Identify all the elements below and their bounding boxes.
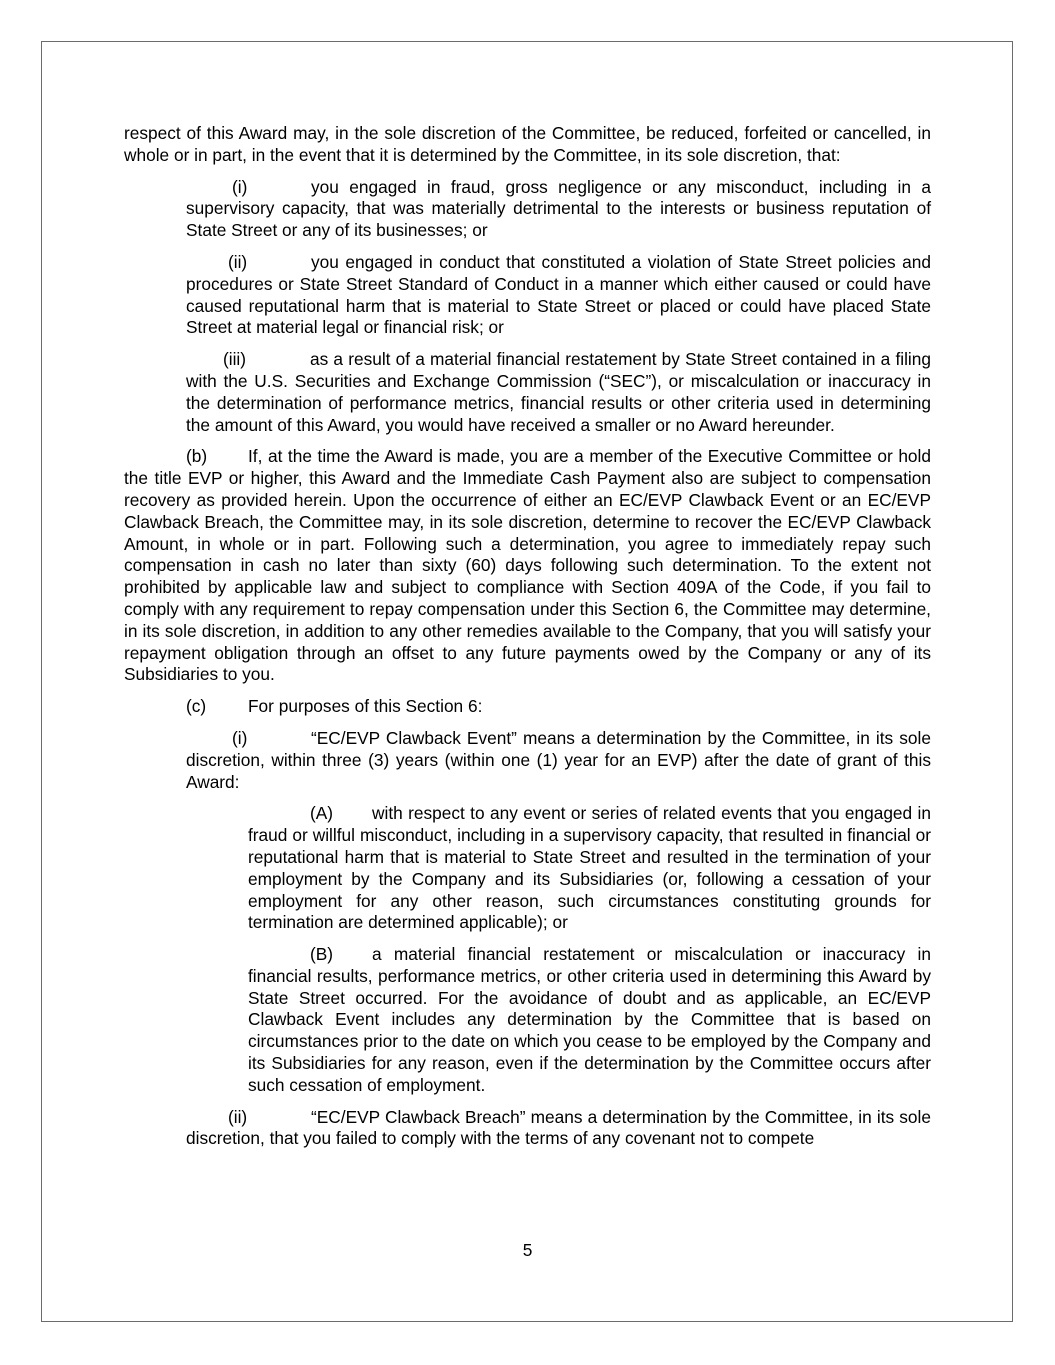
clause-a-ii — [186, 252, 931, 339]
document-body — [124, 123, 931, 1150]
clause-b — [124, 446, 931, 686]
clause-number: (c) — [186, 696, 207, 717]
clause-text: For purposes of this Section 6: — [248, 696, 483, 717]
clause-number: (i) — [232, 727, 248, 748]
clause-text: you engaged in conduct that constituted a violation of State Street policies and procedures or State Street Standard of Conduct in a manner which either caused or could have caused reputational harm that is material to State Street or placed or could have placed State Street at material legal or financial risk; or — [186, 251, 931, 338]
clause-number: (A) — [310, 803, 334, 824]
clause-text: as a result of a material financial restatement by State Street contained in a filing with the U.S. Securities and Exchange Commission (“SEC”), or miscalculation or inaccuracy in the determination of performance metrics, financial results or other criteria used in determining the amount of this Award, you would have received a smaller or no Award hereunder. — [186, 349, 931, 435]
clause-text: a material financial restatement or miscalculation or inaccuracy in financial results, performance metrics, or other criteria used in determining this Award by State Street occurred. For the avoidance of doubt and as applicable, an EC/EVP Clawback Event includes any determination by the Committee that is based on circumstances prior to the date on which you cease to be employed by the Company and its Subsidiaries for any reason, even if the determination by the Committee occurs after such cessation of employment. — [248, 944, 931, 1095]
clause-number: (iii) — [223, 349, 247, 370]
clause-text: If, at the time the Award is made, you are a member of the Executive Committee or hold the title EVP or higher, this Award and the Immediate Cash Payment also are subject to compensation recovery as provided herein. Upon the occurrence of either an EC/EVP Clawback Event or an EC/EVP Clawback Breach, the Committee may, in its sole discretion, determine to recover the EC/EVP Clawback Amount, in whole or in part. Following such a determination, you agree to immediately repay such compensation in cash no later than sixty (60) days following such determination. To the extent not prohibited by applicable law and subject to compliance with Section 409A of the Code, if you fail to comply with any requirement to repay compensation under this Section 6, the Committee may determine, in its sole discretion, in addition to any other remedies available to the Company, that you will satisfy your repayment obligation through an offset to any future payments owed by the Company or any of its Subsidiaries to you. — [124, 446, 931, 685]
clause-a-iii — [186, 349, 931, 436]
clause-c — [124, 696, 931, 718]
clause-c-ii — [186, 1107, 931, 1151]
clause-number: (ii) — [228, 1106, 248, 1127]
clause-number: (b) — [186, 446, 208, 467]
page-number: 5 — [522, 1240, 533, 1260]
clause-number: (ii) — [228, 251, 248, 272]
clause-text: “EC/EVP Clawback Breach” means a determination by the Committee, in its sole discretion, that you failed to comply with the terms of any covenant not to compete — [186, 1106, 931, 1149]
clause-text: you engaged in fraud, gross negligence or any misconduct, including in a supervisory capacity, that was materially detrimental to the interests or business reputation of State Street or any of its businesses; or — [186, 176, 931, 241]
clause-c-i-B — [248, 944, 931, 1097]
clause-text: “EC/EVP Clawback Event” means a determination by the Committee, in its sole discretion, within three (3) years (within one (1) year for an EVP) after the date of grant of this Award: — [186, 727, 931, 792]
clause-number: (i) — [232, 176, 248, 197]
clause-c-i-A — [248, 803, 931, 934]
intro-paragraph: respect of this Award may, in the sole discretion of the Committee, be reduced, forfeited or cancelled, in whole or in part, in the event that it is determined by the Committee, in its sole discretion, that: — [124, 123, 931, 165]
clause-c-i — [186, 728, 931, 793]
clause-text: with respect to any event or series of related events that you engaged in fraud or willful misconduct, including in a supervisory capacity, that resulted in financial or reputational harm that is material to State Street and resulted in the termination of your employment by the Company and its Subsidiaries (or, following a cessation of your employment for any other reason, such circumstances constituting grounds for termination are determined applicable); or — [248, 803, 931, 933]
clause-a-i — [186, 177, 931, 242]
clause-number: (B) — [310, 944, 334, 965]
